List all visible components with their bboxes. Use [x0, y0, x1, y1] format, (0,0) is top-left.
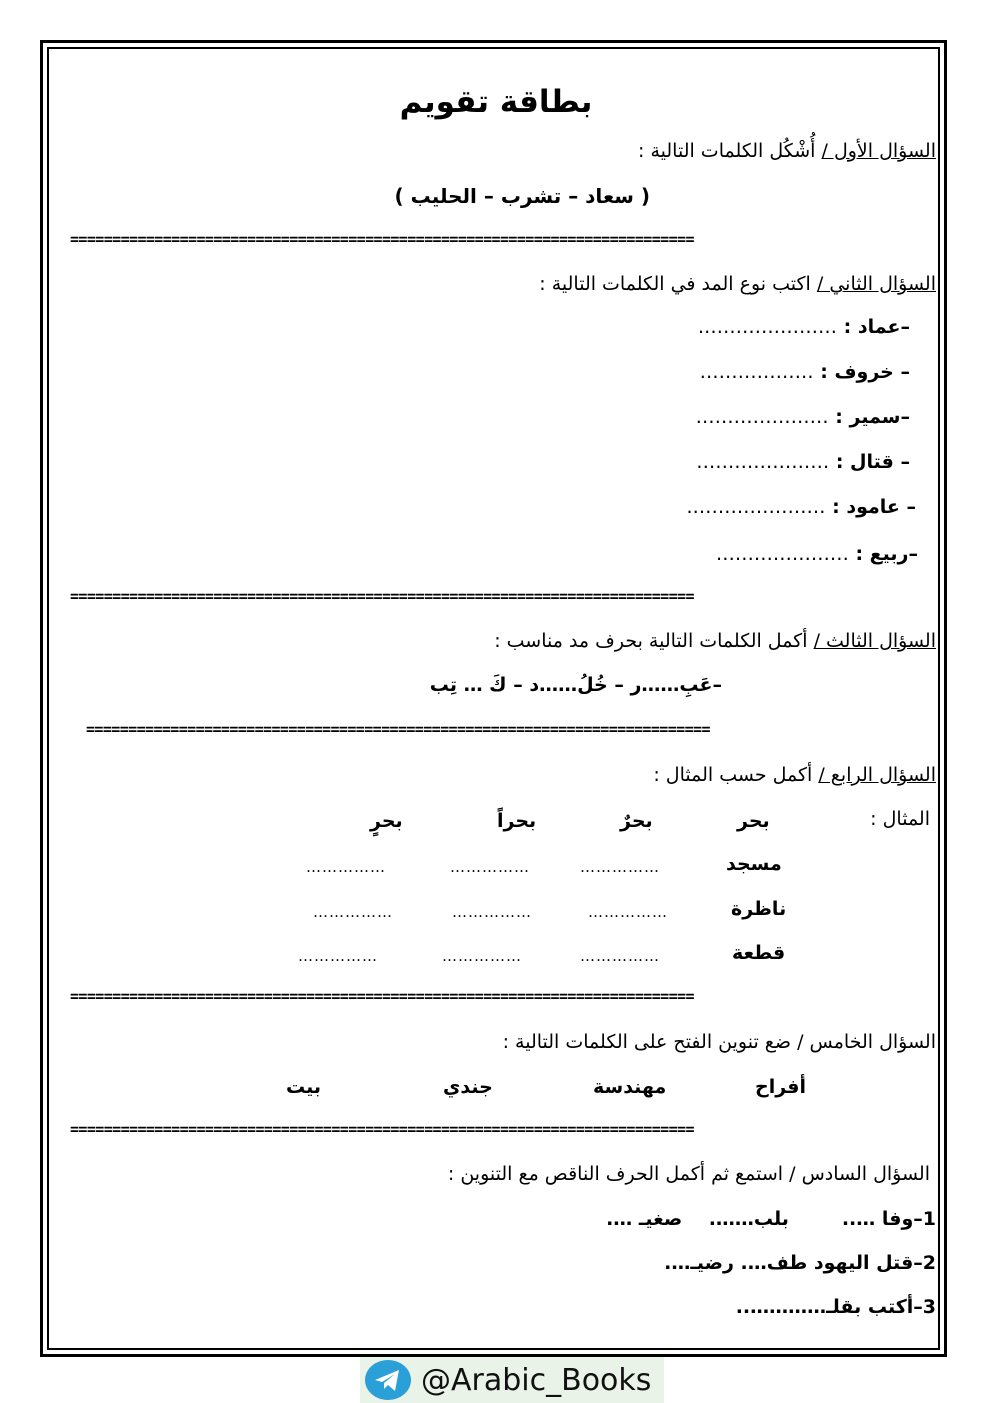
question-3-label: السؤال الثالث /	[813, 630, 936, 652]
separator: ==========================================================================	[86, 720, 710, 738]
answer-blank: ……………	[298, 947, 378, 965]
example-word: بحرٍ	[370, 810, 403, 832]
question-6-line: 2–قتل اليهود طف…. رضيـ….	[664, 1252, 936, 1274]
separator: ==========================================================================	[70, 587, 694, 605]
question-2-label: السؤال الثاني /	[816, 273, 936, 295]
telegram-icon	[363, 1359, 413, 1401]
question-5-text: ضع تنوين الفتح على الكلمات التالية :	[502, 1031, 792, 1053]
question-4-label: السؤال الرابع /	[818, 764, 936, 786]
list-item	[700, 361, 910, 383]
item-word: – خروف :	[820, 361, 910, 383]
answer-blank: ……………	[580, 947, 660, 965]
answer-blank: ……………	[306, 858, 386, 876]
question-3-words: –عَبِ……ر – خُلُ……د – كَ … تِب	[429, 674, 722, 696]
question-6-line: 1–وفا ….. بلب……. صغيـ ….	[606, 1208, 936, 1230]
answer-blank: ……………	[442, 947, 522, 965]
telegram-banner	[360, 1357, 664, 1403]
answer-blank: ……………	[450, 858, 530, 876]
answer-blank: ……………	[588, 903, 668, 921]
table-row-word: مسجد	[726, 853, 782, 875]
answer-blank: …………………	[696, 451, 830, 473]
item-word: –عماد :	[843, 316, 910, 338]
question-4-text: أكمل حسب المثال :	[653, 764, 813, 786]
word-item: أفراح	[755, 1076, 806, 1098]
list-item	[696, 406, 910, 428]
answer-blank: ……………	[313, 903, 393, 921]
answer-blank: ……………	[580, 858, 660, 876]
item-word: –ربيع :	[855, 543, 918, 565]
item-word: – عامود :	[832, 496, 916, 518]
list-item	[698, 316, 910, 338]
question-1-words: ( سعاد – تشرب – الحليب )	[394, 184, 650, 208]
answer-blank: ………………	[699, 361, 814, 383]
word-item: مهندسة	[593, 1076, 667, 1098]
page-title: بطاقة تقويم	[399, 84, 593, 120]
example-word: بحرٌ	[620, 810, 653, 832]
question-2	[539, 273, 936, 295]
question-6-label: السؤال السادس /	[789, 1163, 930, 1185]
table-row-word: ناظرة	[731, 898, 787, 920]
question-4	[653, 764, 936, 786]
answer-blank: ………………….	[686, 496, 826, 518]
word-item: جندي	[443, 1076, 493, 1098]
question-3-text: أكمل الكلمات التالية بحرف مد مناسب :	[494, 630, 808, 652]
answer-blank: …………………	[695, 406, 829, 428]
list-item	[716, 543, 918, 565]
word-item: بيت	[286, 1076, 322, 1098]
separator: ==========================================================================	[70, 987, 694, 1005]
question-6-line: 3–أكتب بقلـ…………..	[735, 1296, 936, 1318]
answer-blank: ……………	[452, 903, 532, 921]
question-1-label: السؤال الأول /	[821, 140, 936, 162]
question-6	[448, 1163, 930, 1185]
example-word: بحر	[737, 810, 770, 832]
item-word: –سمير :	[835, 406, 910, 428]
answer-blank: …………………	[715, 543, 849, 565]
separator: ==========================================================================	[70, 230, 694, 248]
list-item	[696, 451, 910, 473]
question-5	[503, 1031, 936, 1053]
example-word: بحراً	[497, 810, 537, 832]
question-1-text: أُشْكُل الكلمات التالية :	[638, 140, 816, 162]
question-3	[494, 630, 936, 652]
question-2-text: اكتب نوع المد في الكلمات التالية :	[539, 273, 811, 295]
channel-handle: @Arabic_Books	[421, 1362, 652, 1398]
question-1	[638, 140, 936, 162]
item-word: – قتال :	[835, 451, 910, 473]
separator: ==========================================================================	[70, 1120, 694, 1138]
list-item	[686, 496, 916, 518]
question-6-text: استمع ثم أكمل الحرف الناقص مع التنوين :	[447, 1163, 784, 1185]
table-row-word: قطعة	[732, 942, 786, 964]
example-label: المثال :	[870, 808, 930, 830]
answer-blank: ………………….	[698, 316, 838, 338]
question-5-label: السؤال الخامس /	[797, 1031, 936, 1053]
